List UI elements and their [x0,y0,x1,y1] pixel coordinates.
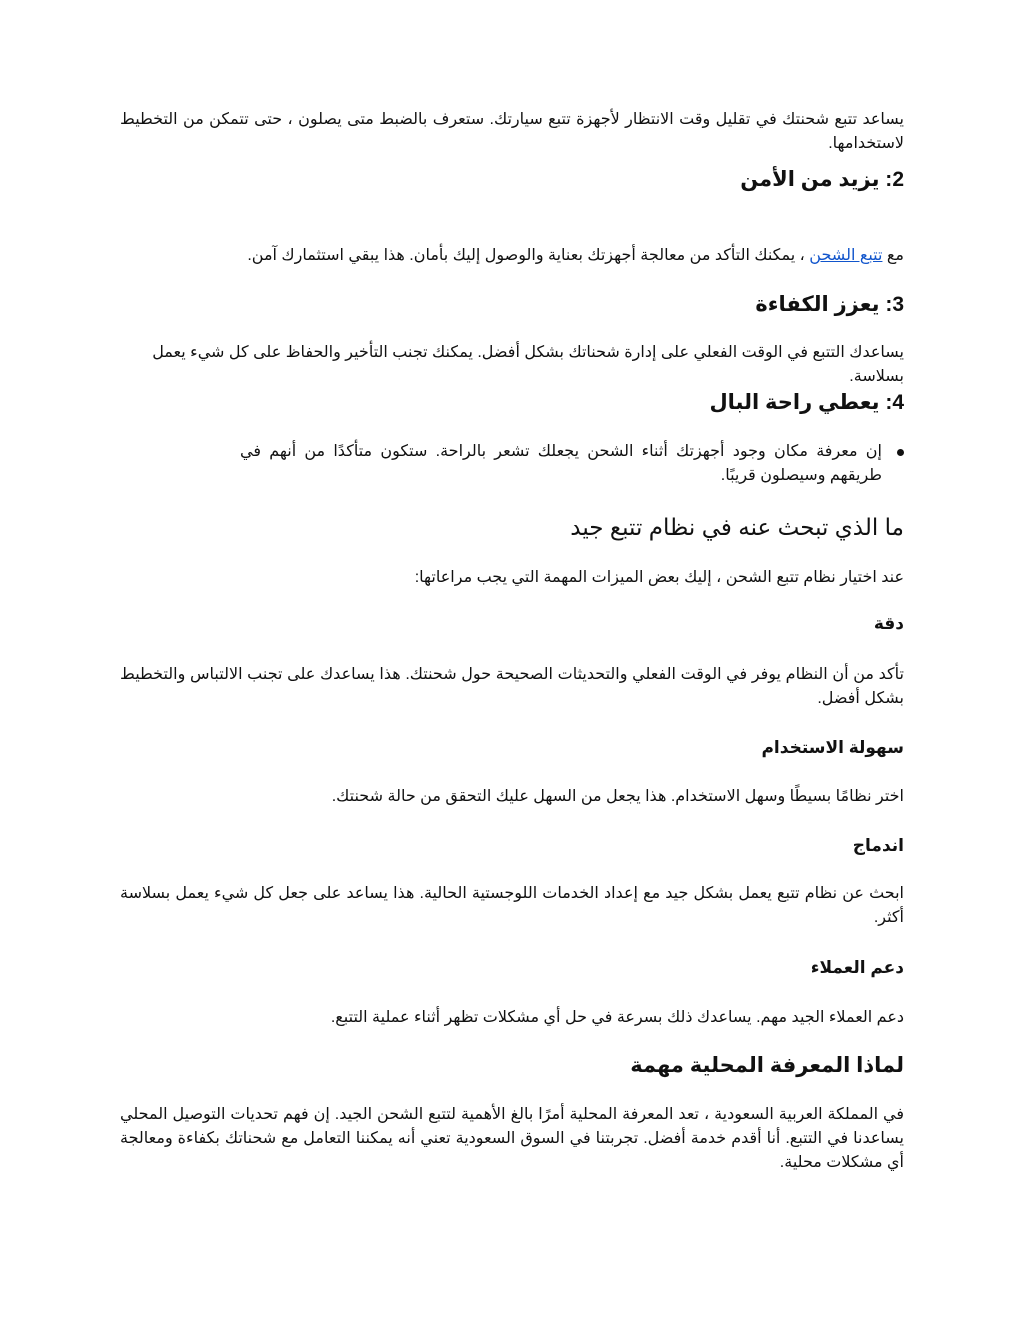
what-to-look-intro: عند اختيار نظام تتبع الشحن ، إليك بعض الميزات المهمة التي يجب مراعاتها: [414,569,904,586]
local-knowledge-heading: لماذا المعرفة المحلية مهمة [630,1054,904,1077]
bullet-dot-icon [897,449,904,456]
section-heading-peace-of-mind: 4: يعطي راحة البال [709,391,904,414]
section-heading-efficiency: 3: يعزز الكفاءة [755,293,904,316]
ease-of-use-paragraph: اختر نظامًا بسيطًا وسهل الاستخدام. هذا يجعل من السهل عليك التحقق من حالة شحنتك. [331,788,904,805]
accuracy-paragraph: تأكد من أن النظام يوفر في الوقت الفعلي والتحديثات الصحيحة حول شحنتك. هذا يساعدك على تجنب الالتباس والتخطيط بشكل أفضل. [120,666,904,707]
efficiency-paragraph: يساعدك التتبع في الوقت الفعلي على إدارة شحناتك بشكل أفضل. يمكنك تجنب التأخير والحفاظ على كل شيء يعمل بسلاسة. [152,344,904,385]
bullet-list [120,440,904,488]
security-prefix: مع [886,247,904,264]
security-suffix: ، يمكنك التأكد من معالجة أجهزتك بعناية والوصول إليك بأمان. هذا يبقي استثمارك آمن. [247,247,805,264]
what-to-look-heading: ما الذي تبحث عنه في نظام تتبع جيد [570,514,904,540]
local-knowledge-paragraph: في المملكة العربية السعودية ، تعد المعرفة المحلية أمرًا بالغ الأهمية لتتبع الشحن الجيد. إن فهم تحديات التوصيل المحلي يساعدنا في التتبع. أنا أقدم خدمة أفضل. تجربتنا في السوق السعودية تعني أنه يمكننا التعامل مع شحناتك بكفاءة ومعالجة أي مشكلات محلية. [120,1106,904,1171]
bullet-text: إن معرفة مكان وجود أجهزتك أثناء الشحن يجعلك تشعر بالراحة. ستكون متأكدًا من أنهم في طريقهم وسيصلون قريبًا. [240,443,882,484]
shipment-tracking-link[interactable]: تتبع الشحن [809,247,883,264]
customer-support-paragraph: دعم العملاء الجيد مهم. يساعدك ذلك بسرعة في حل أي مشكلات تظهر أثناء عملية التتبع. [330,1009,904,1026]
security-paragraph [120,244,904,268]
section-heading-security: 2: يزيد من الأمن [740,168,904,191]
integration-paragraph: ابحث عن نظام تتبع يعمل بشكل جيد مع إعداد الخدمات اللوجستية الحالية. هذا يساعد على جعل كل شيء يعمل بسلاسة أكثر. [120,885,905,926]
customer-support-heading: دعم العملاء [810,958,904,977]
ease-of-use-heading: سهولة الاستخدام [761,738,904,757]
intro-paragraph: يساعد تتبع شحنتك في تقليل وقت الانتظار لأجهزة تتبع سيارتك. ستعرف بالضبط متى يصلون ، حتى تتمكن من التخطيط لاستخدامها. [120,111,904,152]
accuracy-heading: دقة [873,614,904,633]
list-item [120,440,904,488]
integration-heading: اندماج [852,836,904,855]
